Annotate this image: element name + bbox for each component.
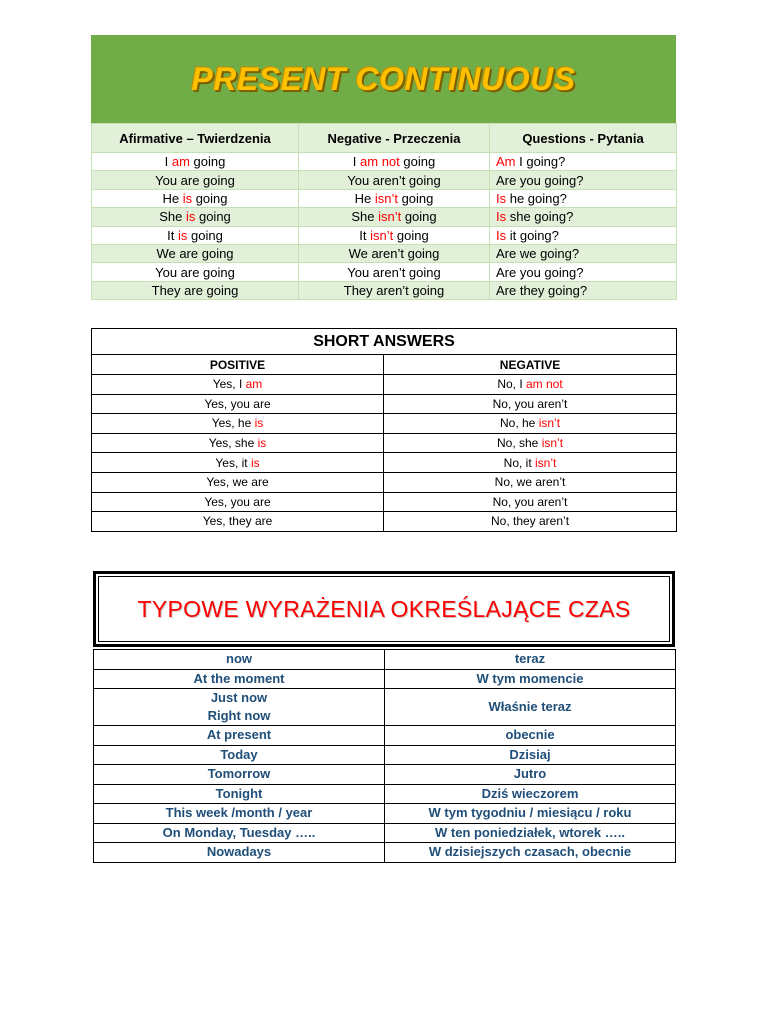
english-expression: Tonight <box>215 785 263 801</box>
negative-cell <box>299 263 490 281</box>
short-answers-grid <box>91 328 677 532</box>
english-expression: Just now <box>210 690 268 705</box>
polish-translation-cell <box>385 669 676 689</box>
negative-answer-cell <box>384 453 677 473</box>
highlighted-word: isn’t <box>535 455 557 470</box>
header-positive: POSITIVE <box>92 355 384 375</box>
cell-text: going <box>401 209 437 225</box>
short-answer-row <box>92 433 677 453</box>
time-expression-row <box>94 745 676 765</box>
english-expression-cell <box>94 804 385 824</box>
positive-answer-cell <box>92 433 384 453</box>
conjugation-row <box>92 171 677 189</box>
cell-text: No, I <box>497 377 526 392</box>
cell-text: They are going <box>151 282 239 298</box>
affirmative-cell <box>92 171 299 189</box>
time-expression-row <box>94 765 676 785</box>
short-answer-row <box>92 394 677 414</box>
cell-text: No, he <box>499 416 539 431</box>
polish-translation-cell <box>385 765 676 785</box>
polish-translation: W ten poniedziałek, wtorek ….. <box>435 824 625 840</box>
english-expression: Today <box>220 746 258 762</box>
cell-text: Yes, they are <box>202 514 273 529</box>
question-cell <box>490 171 677 189</box>
short-answer-row <box>92 414 677 434</box>
cell-text: Are they going? <box>496 282 588 298</box>
affirmative-cell <box>92 226 299 244</box>
cell-text: He <box>354 190 375 206</box>
english-expression: At the moment <box>193 670 285 686</box>
time-expressions-table <box>93 571 675 863</box>
highlighted-word: is <box>182 190 193 206</box>
highlighted-word: am not <box>526 377 563 392</box>
cell-text: She <box>159 209 186 225</box>
cell-text: No, she <box>496 436 542 451</box>
time-expressions-grid <box>93 649 676 863</box>
negative-answer-cell <box>384 512 677 532</box>
highlighted-word: Is <box>496 190 507 206</box>
highlighted-word: isn’t <box>370 227 394 243</box>
cell-text: She <box>351 209 379 225</box>
cell-text: It <box>359 227 371 243</box>
cell-text: Yes, we are <box>206 475 269 490</box>
question-cell <box>490 226 677 244</box>
cell-text: No, we aren’t <box>494 475 566 490</box>
short-answer-row <box>92 453 677 473</box>
cell-text: he going? <box>506 190 567 206</box>
positive-answer-cell <box>92 453 384 473</box>
conjugation-row <box>92 189 677 207</box>
present-continuous-title: PRESENT CONTINUOUS <box>191 60 576 97</box>
english-expression: Tomorrow <box>207 766 271 782</box>
polish-translation-cell <box>385 843 676 863</box>
polish-translation: obecnie <box>505 727 555 743</box>
cell-text: Yes, I <box>212 377 246 392</box>
time-expression-row <box>94 784 676 804</box>
negative-answer-cell <box>384 414 677 434</box>
short-answers-table <box>91 328 676 532</box>
polish-translation-cell <box>385 650 676 670</box>
positive-answer-cell <box>92 472 384 492</box>
time-expression-row <box>94 650 676 670</box>
cell-text: going <box>189 154 226 170</box>
short-answer-row <box>92 492 677 512</box>
present-continuous-title-band <box>91 35 676 123</box>
cell-text: No, you aren’t <box>492 494 568 509</box>
cell-text: You are going <box>155 172 235 188</box>
polish-translation: W tym tygodniu / miesiącu / roku <box>428 805 632 821</box>
english-expression-cell <box>94 669 385 689</box>
english-expression-cell <box>94 745 385 765</box>
polish-translation: Jutro <box>513 766 547 782</box>
short-answers-header-row <box>92 355 677 375</box>
polish-translation-cell <box>385 689 676 726</box>
highlighted-word: is <box>257 436 267 451</box>
negative-cell <box>299 189 490 207</box>
conjugation-header-row <box>92 124 677 153</box>
positive-answer-cell <box>92 375 384 395</box>
polish-translation-cell <box>385 745 676 765</box>
header-questions: Questions - Pytania <box>490 124 677 153</box>
cell-text: No, they aren’t <box>490 514 570 529</box>
time-expression-row <box>94 689 676 726</box>
short-answer-row <box>92 512 677 532</box>
negative-cell <box>299 226 490 244</box>
time-expression-row <box>94 804 676 824</box>
positive-answer-cell <box>92 394 384 414</box>
conjugation-row <box>92 244 677 262</box>
english-expression: now <box>226 651 252 667</box>
affirmative-cell <box>92 189 299 207</box>
cell-text: Yes, you are <box>204 494 271 509</box>
cell-text: You are going <box>155 264 235 280</box>
conjugation-row <box>92 263 677 281</box>
header-negative: Negative - Przeczenia <box>299 124 490 153</box>
cell-text: I <box>352 154 361 170</box>
question-cell <box>490 244 677 262</box>
question-cell <box>490 208 677 226</box>
cell-text: Yes, it <box>215 455 251 470</box>
cell-text: Are we going? <box>496 246 580 262</box>
negative-answer-cell <box>384 472 677 492</box>
cell-text: It <box>167 227 179 243</box>
polish-translation: Właśnie teraz <box>488 699 572 714</box>
highlighted-word: isn’t <box>541 436 564 451</box>
affirmative-cell <box>92 208 299 226</box>
cell-text: Yes, she <box>208 436 258 451</box>
highlighted-word: isn’t <box>378 209 402 225</box>
cell-text: she going? <box>506 209 574 225</box>
polish-translation: teraz <box>514 651 546 667</box>
english-expression-cell <box>94 765 385 785</box>
english-expression: On Monday, Tuesday ….. <box>162 824 316 840</box>
conjugation-row <box>92 208 677 226</box>
negative-cell <box>299 208 490 226</box>
header-affirmative: Afirmative – Twierdzenia <box>92 124 299 153</box>
negative-answer-cell <box>384 433 677 453</box>
cell-text: They aren’t going <box>343 282 445 298</box>
english-expression-cell <box>94 650 385 670</box>
time-expression-row <box>94 726 676 746</box>
english-expression: This week /month / year <box>165 805 313 821</box>
cell-text: I <box>164 154 172 170</box>
conjugation-table <box>91 123 677 300</box>
time-expression-row <box>94 669 676 689</box>
cell-text: We are going <box>156 246 234 262</box>
english-expression-cell <box>94 784 385 804</box>
affirmative-cell <box>92 153 299 171</box>
cell-text: You aren’t going <box>347 264 441 280</box>
cell-text: Yes, he <box>211 416 255 431</box>
conjugation-row <box>92 153 677 171</box>
polish-translation: W dzisiejszych czasach, obecnie <box>428 844 632 860</box>
polish-translation: Dzisiaj <box>509 746 551 762</box>
english-expression-cell <box>94 823 385 843</box>
conjugation-row <box>92 226 677 244</box>
highlighted-word: is <box>254 416 264 431</box>
negative-cell <box>299 244 490 262</box>
english-expression: Nowadays <box>206 844 272 860</box>
highlighted-word: is <box>178 227 188 243</box>
positive-answer-cell <box>92 512 384 532</box>
highlighted-word: is <box>250 455 260 470</box>
time-expressions-title-box <box>93 571 675 647</box>
time-expression-row <box>94 843 676 863</box>
short-answer-row <box>92 472 677 492</box>
highlighted-word: am <box>245 377 263 392</box>
negative-cell <box>299 153 490 171</box>
negative-answer-cell <box>384 375 677 395</box>
highlighted-word: am <box>171 154 190 170</box>
polish-translation-cell <box>385 726 676 746</box>
polish-translation-cell <box>385 823 676 843</box>
highlighted-word: is <box>185 209 196 225</box>
cell-text: going <box>397 190 434 206</box>
negative-answer-cell <box>384 492 677 512</box>
short-answer-row <box>92 375 677 395</box>
short-answers-title: SHORT ANSWERS <box>92 329 677 355</box>
affirmative-cell <box>92 263 299 281</box>
time-expressions-title: TYPOWE WYRAŻENIA OKREŚLAJĄCE CZAS <box>137 595 631 622</box>
cell-text: You aren’t going <box>347 172 441 188</box>
cell-text: Yes, you are <box>204 396 271 411</box>
positive-answer-cell <box>92 414 384 434</box>
question-cell <box>490 281 677 299</box>
cell-text: We aren’t going <box>348 246 440 262</box>
cell-text: going <box>393 227 429 243</box>
question-cell <box>490 263 677 281</box>
negative-answer-cell <box>384 394 677 414</box>
cell-text: going <box>187 227 223 243</box>
negative-cell <box>299 171 490 189</box>
question-cell <box>490 153 677 171</box>
highlighted-word: Am <box>496 154 516 170</box>
english-expression-cell <box>94 726 385 746</box>
english-expression: At present <box>206 727 272 743</box>
highlighted-word: am not <box>360 154 400 170</box>
time-expression-row <box>94 823 676 843</box>
conjugation-row <box>92 281 677 299</box>
positive-answer-cell <box>92 492 384 512</box>
question-cell <box>490 189 677 207</box>
cell-text: Are you going? <box>496 172 584 188</box>
cell-text: No, you aren’t <box>492 396 568 411</box>
polish-translation: W tym momencie <box>476 670 584 686</box>
header-negative-answer: NEGATIVE <box>384 355 677 375</box>
affirmative-cell <box>92 281 299 299</box>
cell-text: I going? <box>515 154 566 170</box>
affirmative-cell <box>92 244 299 262</box>
cell-text: going <box>195 209 231 225</box>
polish-translation-cell <box>385 784 676 804</box>
highlighted-word: isn’t <box>538 416 561 431</box>
cell-text: going <box>192 190 228 206</box>
cell-text: No, it <box>503 455 535 470</box>
highlighted-word: Is <box>496 227 507 243</box>
polish-translation-cell <box>385 804 676 824</box>
present-continuous-table <box>91 35 676 300</box>
cell-text: He <box>162 190 183 206</box>
highlighted-word: Is <box>496 209 507 225</box>
cell-text: going <box>399 154 436 170</box>
english-expression-cell <box>94 689 385 726</box>
english-expression-cell <box>94 843 385 863</box>
highlighted-word: isn’t <box>374 190 398 206</box>
short-answers-title-row <box>92 329 677 355</box>
cell-text: it going? <box>506 227 559 243</box>
cell-text: Are you going? <box>496 264 584 280</box>
english-expression: Right now <box>207 708 271 723</box>
negative-cell <box>299 281 490 299</box>
polish-translation: Dziś wieczorem <box>481 785 579 801</box>
